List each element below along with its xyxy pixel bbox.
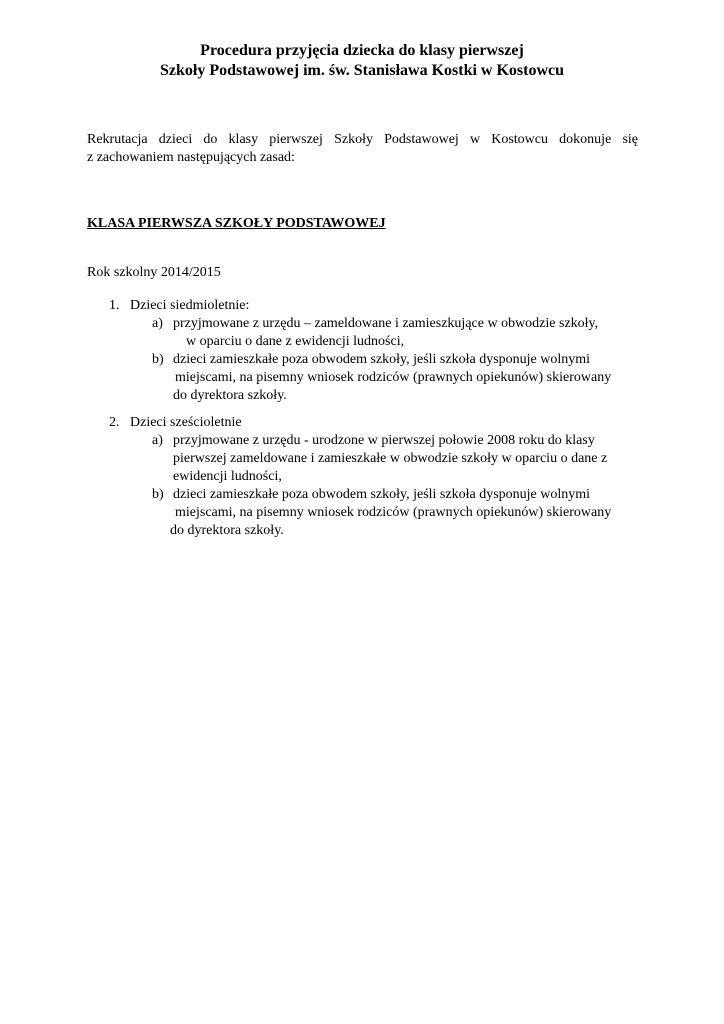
intro-line-2: z zachowaniem następujących zasad:: [87, 150, 295, 165]
list-item-heading: [0, 297, 724, 315]
sub-item-letter: b): [152, 487, 164, 502]
document-title-line-1: Procedura przyjęcia dziecka do klasy pierwszej: [200, 42, 524, 59]
sub-item-line: ewidencji ludności,: [173, 469, 282, 484]
sub-item-letter: a): [152, 433, 163, 448]
sub-item-line: przyjmowane z urzędu - urodzone w pierwszej połowie 2008 roku do klasy: [173, 433, 595, 448]
list-item-label: Dzieci sześcioletnie: [130, 415, 242, 430]
sub-item-line: miejscami, na pisemny wniosek rodziców (prawnych opiekunów) skierowany: [175, 505, 612, 520]
list-item-number: 1.: [109, 298, 120, 313]
intro-line-1: Rekrutacja dzieci do klasy pierwszej Szkoły Podstawowej w Kostowcu dokonuje się: [87, 132, 638, 147]
sub-item-line: do dyrektora szkoły.: [170, 523, 284, 538]
sub-item-a: [0, 315, 724, 351]
sub-item-letter: a): [152, 316, 163, 331]
sub-item-line: miejscami, na pisemny wniosek rodziców (prawnych opiekunów) skierowany: [175, 370, 612, 385]
sub-item-b: [0, 351, 724, 405]
sub-item-line: pierwszej zameldowane i zamieszkałe w obwodzie szkoły w oparciu o dane z: [173, 451, 608, 466]
list-item-label: Dzieci siedmioletnie:: [130, 298, 250, 313]
sub-item-line: przyjmowane z urzędu – zameldowane i zamieszkujące w obwodzie szkoły,: [173, 316, 599, 331]
intro-paragraph: [87, 131, 638, 167]
document-title-line-2: Szkoły Podstawowej im. św. Stanisława Kostki w Kostowcu: [159, 62, 565, 79]
section-heading: KLASA PIERWSZA SZKOŁY PODSTAWOWEJ: [87, 216, 386, 231]
list-item-number: 2.: [109, 415, 120, 430]
school-year: Rok szkolny 2014/2015: [87, 265, 221, 280]
sub-item-letter: b): [152, 352, 164, 367]
sub-item-line: dzieci zamieszkałe poza obwodem szkoły, jeśli szkoła dysponuje wolnymi: [173, 352, 591, 367]
sub-item-b: [0, 486, 724, 540]
sub-item-a: [0, 432, 724, 486]
sub-item-line: w oparciu o dane z ewidencji ludności,: [186, 334, 405, 349]
sub-item-line: do dyrektora szkoły.: [173, 388, 287, 403]
sub-item-line: dzieci zamieszkałe poza obwodem szkoły, jeśli szkoła dysponuje wolnymi: [173, 487, 591, 502]
list-item-1: [0, 297, 724, 405]
list-item-2: [0, 414, 724, 540]
list-item-heading: [0, 414, 724, 432]
